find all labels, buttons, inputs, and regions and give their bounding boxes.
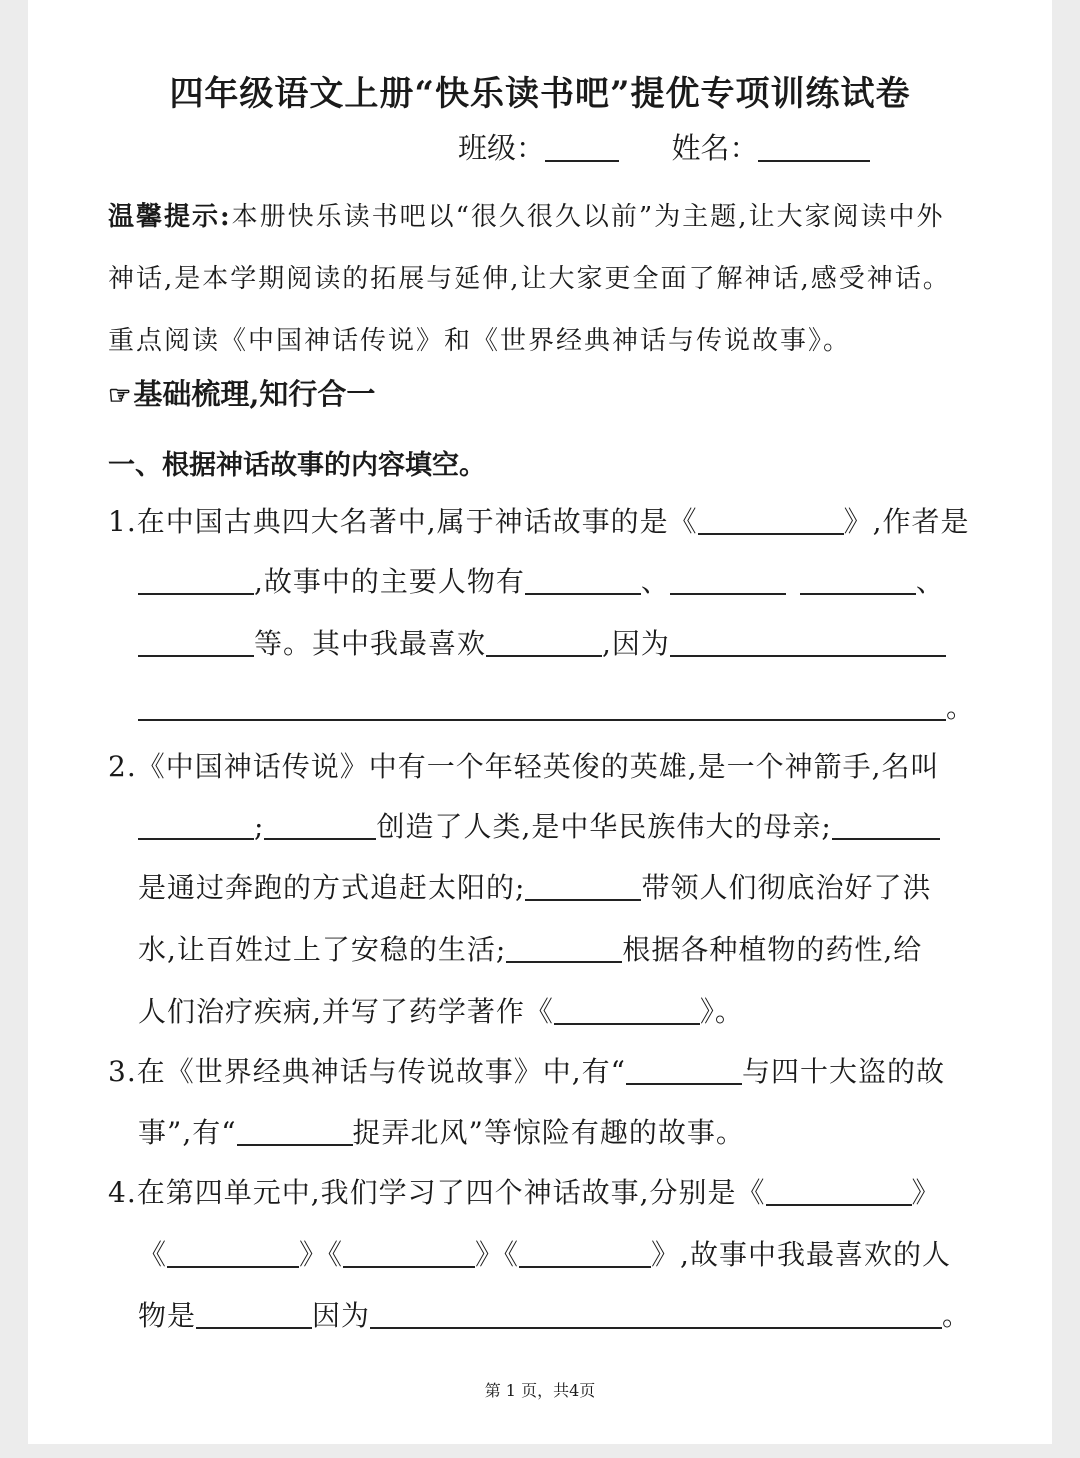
q2-blank-archer[interactable] bbox=[138, 810, 254, 840]
q3-blank-2[interactable] bbox=[237, 1116, 353, 1146]
q1-blank-char-4[interactable] bbox=[138, 627, 254, 657]
q1-blank-char-2[interactable] bbox=[670, 565, 786, 595]
q4-blank-story-2[interactable] bbox=[167, 1238, 299, 1268]
q4-line-1: 4.在第四单元中,我们学习了四个神话故事,分别是《 》 bbox=[108, 1176, 941, 1209]
q1-blank-char-3[interactable] bbox=[800, 565, 916, 595]
q2-blank-book[interactable] bbox=[554, 995, 700, 1025]
q1-blank-reason-a[interactable] bbox=[670, 627, 946, 657]
q1-line-2: ,故事中的主要人物有 、 、 bbox=[138, 560, 945, 600]
q1-line-4: 。 bbox=[138, 686, 975, 726]
q1-blank-char-1[interactable] bbox=[525, 565, 641, 595]
q4-blank-story-1[interactable] bbox=[766, 1176, 912, 1206]
q1-line-3: 等。其中我最喜欢 ,因为 bbox=[138, 622, 946, 662]
q4-blank-story-4[interactable] bbox=[519, 1238, 651, 1268]
class-label: 班级： bbox=[458, 131, 546, 165]
class-name-line bbox=[458, 126, 870, 167]
pointing-hand-icon: ☞ bbox=[108, 381, 132, 411]
q1-blank-reason-b[interactable] bbox=[138, 691, 946, 721]
q3-blank-1[interactable] bbox=[626, 1055, 742, 1085]
page-footer: 第 1 页，共4页 bbox=[484, 1381, 596, 1400]
subsection-title: 一、根据神话故事的内容填空。 bbox=[108, 450, 486, 481]
q2-blank-sun-chaser[interactable] bbox=[832, 810, 940, 840]
tip-text: 本册快乐读书吧以“很久很久以前”为主题,让大家阅读中外神话,是本学期阅读的拓展与延伸,让大家更全面了解神话,感受神话。重点阅读《中国神话传说》和《世界经典神话与传说故事》。 bbox=[108, 202, 951, 356]
q2-line-2: ; 创造了人类,是中华民族伟大的母亲; bbox=[138, 805, 940, 845]
warm-tip bbox=[108, 186, 968, 372]
tip-label: 温馨提示: bbox=[108, 202, 232, 232]
q4-blank-character[interactable] bbox=[196, 1299, 312, 1329]
q3-line-2: 事”,有“ 捉弄北风”等惊险有趣的故事。 bbox=[138, 1116, 745, 1149]
q3-line-1: 3.在《世界经典神话与传说故事》中,有“ 与四十大盗的故 bbox=[108, 1055, 945, 1088]
class-blank[interactable] bbox=[545, 132, 619, 162]
q2-blank-flood-hero[interactable] bbox=[525, 871, 641, 901]
q2-blank-mother[interactable] bbox=[264, 810, 376, 840]
q2-line-4: 水,让百姓过上了安稳的生活; 根据各种植物的药性,给 bbox=[138, 933, 923, 966]
q4-line-2: 《 》《 》《 》,故事中我最喜欢的人 bbox=[138, 1238, 951, 1271]
page-title: 四年级语文上册“快乐读书吧”提优专项训练试卷 bbox=[169, 74, 911, 114]
q1-blank-book[interactable] bbox=[698, 505, 844, 535]
q4-line-3: 物是 因为 。 bbox=[138, 1299, 972, 1332]
q2-blank-medicine[interactable] bbox=[506, 933, 622, 963]
q2-line-1: 2.《中国神话传说》中有一个年轻英俊的英雄,是一个神箭手,名叫 bbox=[108, 750, 940, 783]
name-label: 姓名： bbox=[671, 131, 759, 165]
section-title: ☞基础梳理,知行合一 bbox=[108, 377, 376, 411]
q1-blank-favorite[interactable] bbox=[486, 627, 602, 657]
name-blank[interactable] bbox=[758, 132, 870, 162]
q4-blank-reason[interactable] bbox=[370, 1299, 942, 1329]
q1-line-1: 1.在中国古典四大名著中,属于神话故事的是《 》,作者是 bbox=[108, 505, 970, 538]
q2-line-3: 是通过奔跑的方式追赶太阳的; 带领人们彻底治好了洪 bbox=[138, 871, 932, 904]
q4-blank-story-3[interactable] bbox=[343, 1238, 475, 1268]
q2-line-5: 人们治疗疾病,并写了药学著作《 》。 bbox=[138, 995, 744, 1028]
q1-blank-author[interactable] bbox=[138, 565, 254, 595]
